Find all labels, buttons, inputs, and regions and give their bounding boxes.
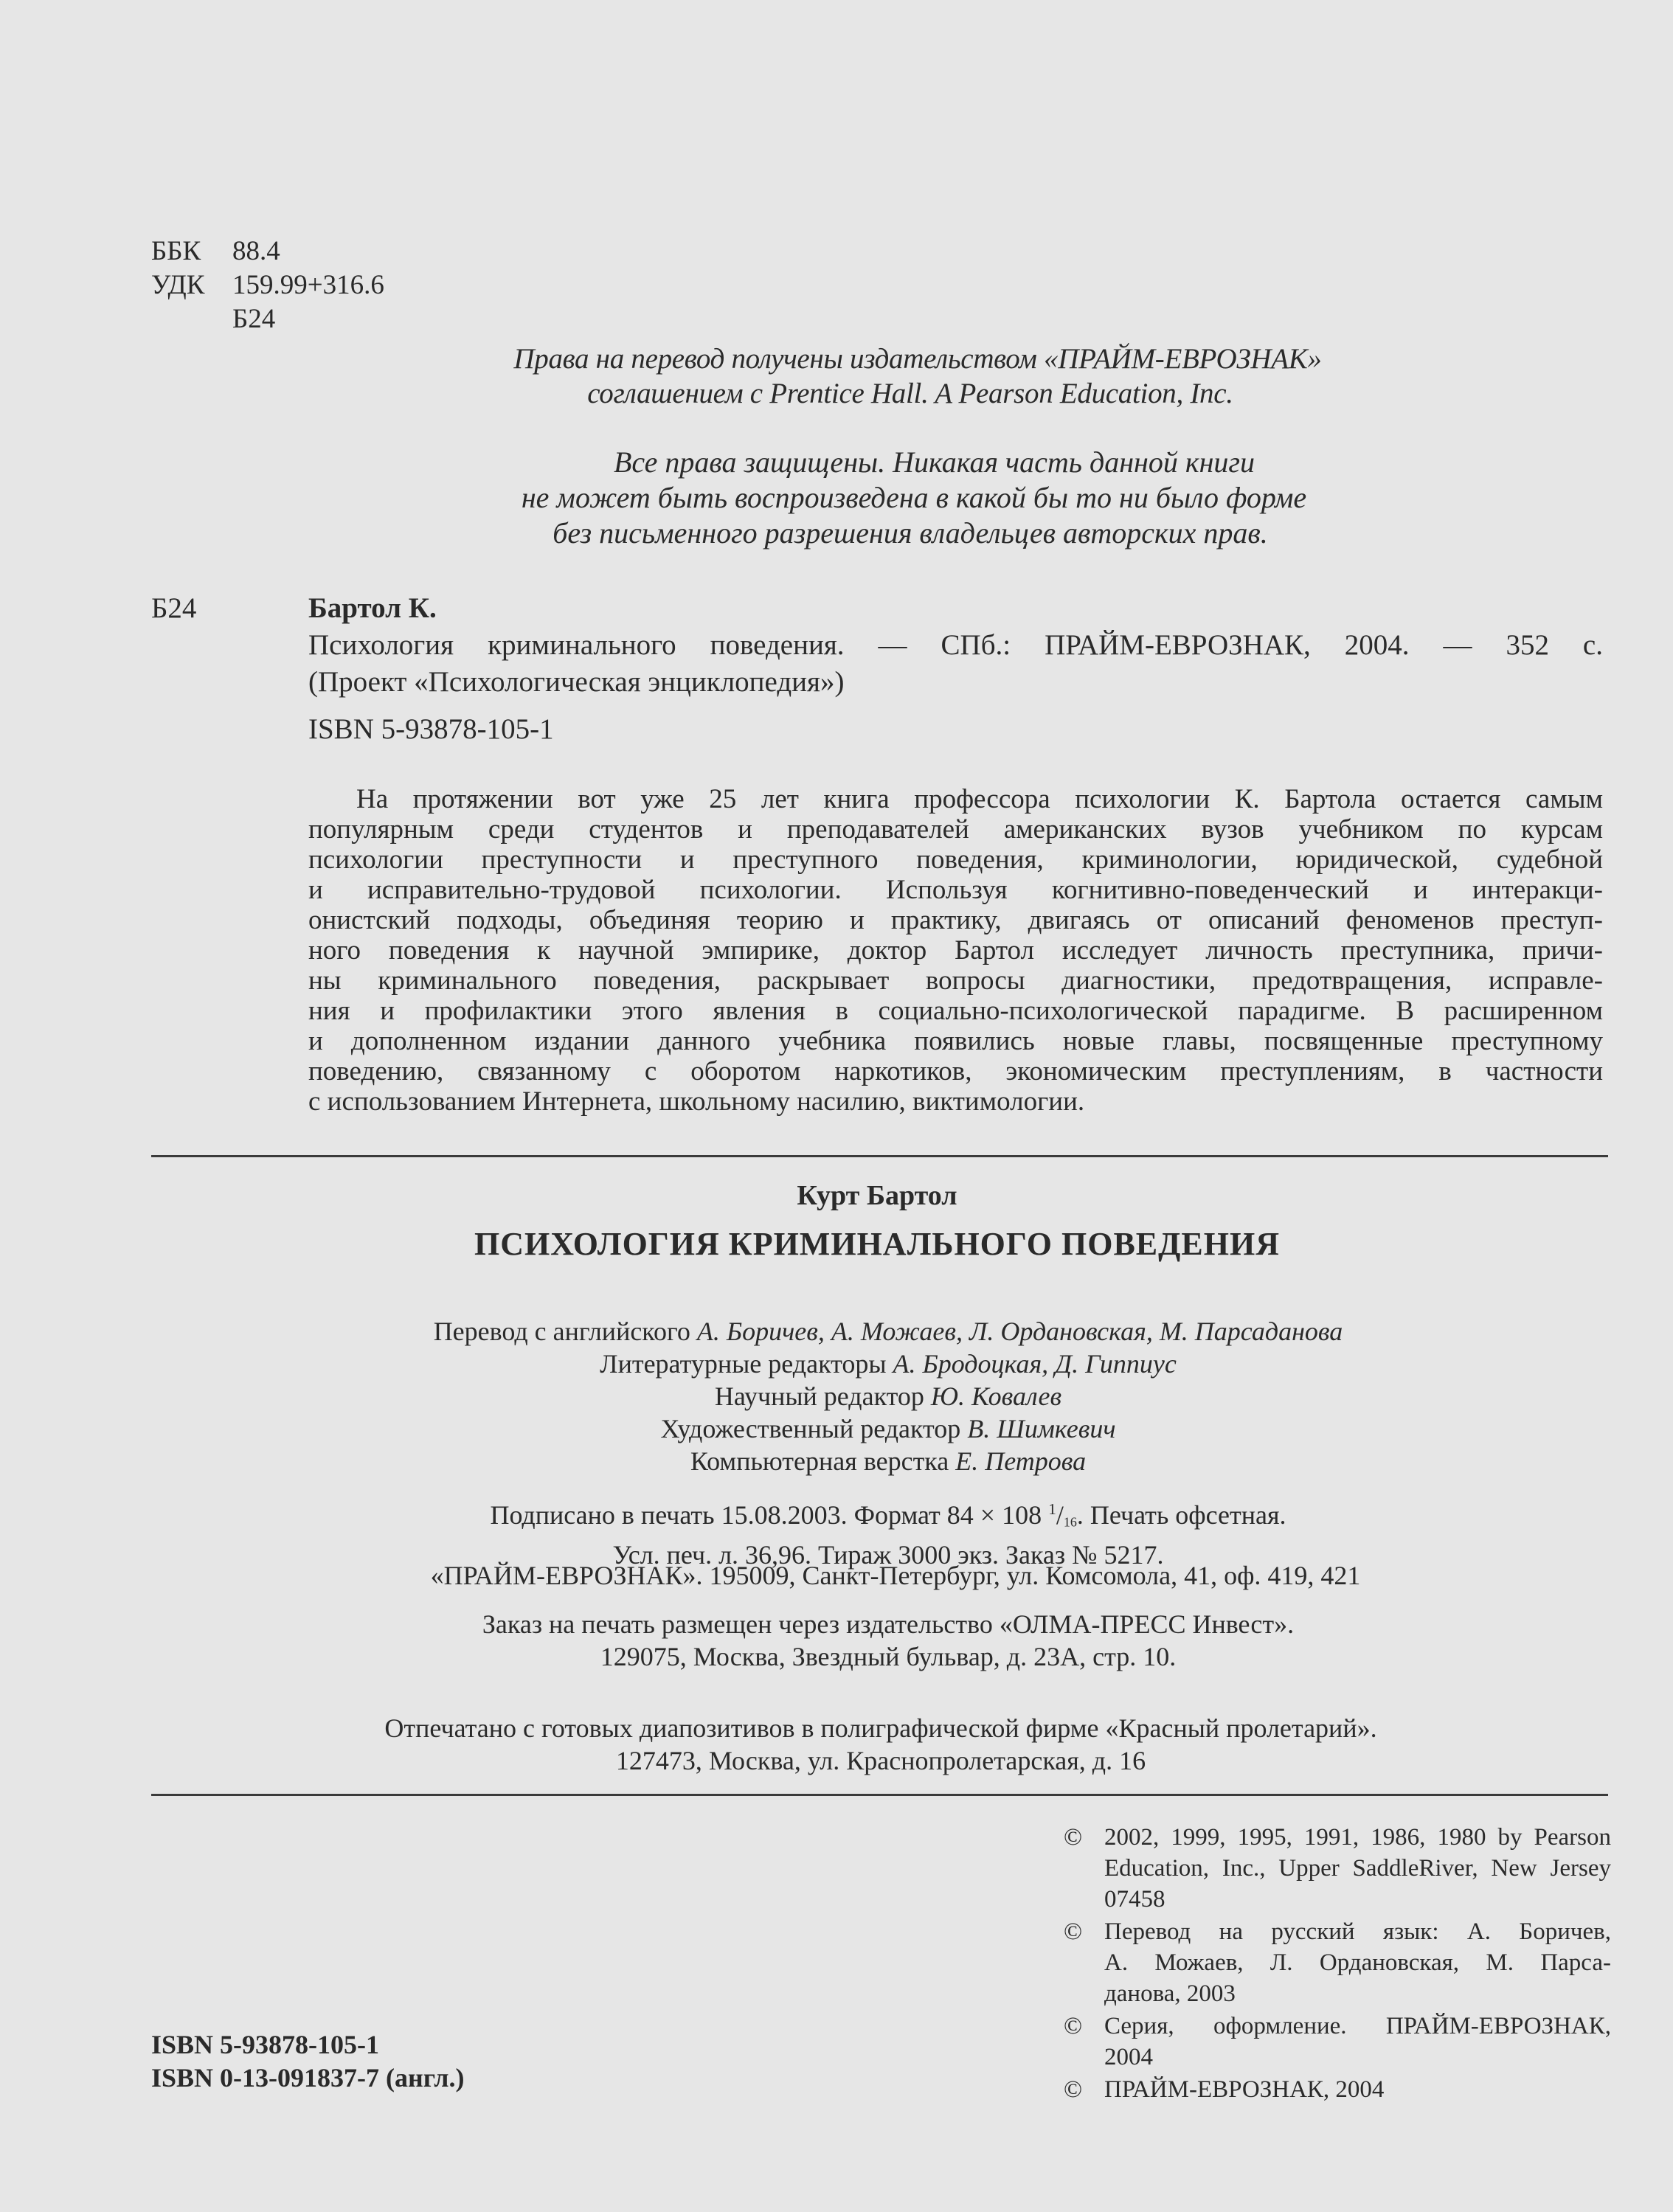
copyright-item: © ПРАЙМ-ЕВРОЗНАК, 2004 — [1064, 2074, 1611, 2105]
isbn-block — [151, 2028, 464, 2095]
abstract-line: ны криминального поведения, раскрывает вопросы диагностики, предотвращения, исправле- — [308, 965, 1603, 996]
all-rights-reserved — [0, 445, 1673, 551]
lit-editors: А. Бродоцкая, Д. Гиппиус — [893, 1349, 1177, 1379]
order-info — [0, 1608, 1673, 1673]
bibliographic-isbn: ISBN 5-93878-105-1 — [308, 713, 554, 745]
copyright-symbol: © — [1064, 2076, 1083, 2103]
bbk-value: 88.4 — [232, 236, 280, 266]
classification-block — [151, 235, 384, 336]
order-address: 129075, Москва, Звездный бульвар, д. 23А, стр. 10. — [600, 1642, 1177, 1671]
imprint-author: Курт Бартол — [797, 1180, 957, 1211]
udk-line — [151, 268, 384, 302]
art-editor-credit: Художественный редактор В. Шимкевич — [660, 1414, 1116, 1443]
copyright-notices — [1064, 1822, 1611, 2107]
layout-artist: Е. Петрова — [955, 1446, 1087, 1476]
publisher-line: «ПРАЙМ-ЕВРОЗНАК». 195009, Санкт-Петербург, ул. Комсомола, 41, оф. 419, 421 — [430, 1561, 1361, 1590]
art-editor: В. Шимкевич — [967, 1414, 1116, 1443]
print-run-line: Усл. печ. л. 36,96. Тираж 3000 экз. Заказ № 5217. — [612, 1539, 1164, 1570]
abstract-line: онистский подходы, объединяя теорию и практику, двигаясь от описаний феноменов преступ- — [308, 905, 1603, 935]
translators: А. Боричев, А. Можаев, Л. Ордановская, М. Парсаданова — [696, 1317, 1343, 1346]
bibliographic-record — [308, 590, 1603, 748]
rights-reserved-line: без письменного разрешения владельцев авторских прав. — [553, 516, 1268, 549]
printer-info — [0, 1712, 1673, 1777]
abstract-line: На протяжении вот уже 25 лет книга профессора психологии К. Бартола остается самым — [356, 784, 1603, 814]
abstract-line: поведению, связанному с оборотом наркотиков, экономическим преступлениям, в частности — [308, 1056, 1603, 1086]
bibliographic-mark: Б24 — [151, 592, 197, 624]
bibliographic-title: Психология криминального поведения. — СПб.: ПРАЙМ-ЕВРОЗНАК, 2004. — 352 с. — [308, 629, 1603, 661]
bbk-label: ББК — [151, 236, 201, 266]
copyright-symbol: © — [1064, 1824, 1083, 1851]
bibliographic-series: (Проект «Психологическая энциклопедия») — [308, 666, 845, 698]
sci-editor-credit: Научный редактор Ю. Ковалев — [714, 1381, 1062, 1411]
translation-rights — [0, 341, 1673, 411]
copyright-item: © Перевод на русский язык: А. Боричев, А. Можаев, Л. Ордановская, М. Парса- данова, 2003 — [1064, 1916, 1611, 2009]
rights-reserved-line: Все права защищены. Никакая часть данной книги — [613, 445, 1255, 479]
rights-reserved-line: не может быть воспроизведена в какой бы то ни было форме — [521, 481, 1307, 514]
copyright-symbol: © — [1064, 2013, 1083, 2039]
abstract-line: и дополненном издании данного учебника появились новые главы, посвященные преступному — [308, 1026, 1603, 1056]
layout-credit: Компьютерная верстка Е. Петрова — [690, 1446, 1087, 1476]
bibliographic-author: Бартол К. — [308, 592, 437, 624]
bottom-divider — [151, 1794, 1608, 1796]
copyright-item: © Серия, оформление. ПРАЙМ-ЕВРОЗНАК, 2004 — [1064, 2011, 1611, 2073]
translation-credit: Перевод с английского А. Боричев, А. Можаев, Л. Ордановская, М. Парсаданова — [433, 1317, 1343, 1346]
copyright-symbol: © — [1064, 1918, 1083, 1945]
abstract-line: ния и профилактики этого явления в социально-психологической парадигме. В расширенном — [308, 996, 1603, 1026]
order-line: Заказ на печать размещен через издательство «ОЛМА-ПРЕСС Инвест». — [482, 1609, 1295, 1639]
printer-line: Отпечатано с готовых диапозитивов в полиграфической фирме «Красный пролетарий». — [384, 1713, 1377, 1743]
bbk-line — [151, 235, 384, 268]
isbn-russian: ISBN 5-93878-105-1 — [151, 2030, 380, 2059]
translation-rights-line: соглашением с Prentice Hall. A Pearson Education, Inc. — [587, 378, 1233, 409]
imprint-title: ПСИХОЛОГИЯ КРИМИНАЛЬНОГО ПОВЕДЕНИЯ — [474, 1226, 1280, 1262]
abstract — [308, 784, 1603, 1117]
udk-label: УДК — [151, 270, 205, 300]
abstract-line: с использованием Интернета, школьному насилию, виктимологии. — [308, 1086, 1085, 1117]
copyright-item: © 2002, 1999, 1995, 1991, 1986, 1980 by Pearson Education, Inc., Upper SaddleRiver, New Jersey 07458 — [1064, 1822, 1611, 1915]
translation-rights-line: Права на перевод получены издательством «ПРАЙМ-ЕВРОЗНАК» — [513, 343, 1322, 375]
lit-editors-credit: Литературные редакторы А. Бродоцкая, Д. Гиппиус — [600, 1349, 1177, 1379]
abstract-line: популярным среди студентов и преподавателей американских вузов учебником по курсам — [308, 814, 1603, 845]
credits — [0, 1315, 1673, 1477]
author-mark: Б24 — [232, 304, 276, 334]
signed-line: Подписано в печать 15.08.2003. Формат 84 × 108 $^1/_{16}$. Печать офсетная. — [490, 1499, 1286, 1530]
udk-value: 159.99+316.6 — [232, 270, 384, 300]
sci-editor: Ю. Ковалев — [930, 1381, 1062, 1411]
abstract-line: ного поведения к научной эмпирике, доктор Бартол исследует личность преступника, причи- — [308, 935, 1603, 965]
top-divider — [151, 1155, 1608, 1157]
isbn-english: ISBN 0-13-091837-7 (англ.) — [151, 2063, 465, 2093]
abstract-line: психологии преступности и преступного поведения, криминологии, юридической, судебной — [308, 845, 1603, 875]
abstract-line: и исправительно-трудовой психологии. Используя когнитивно-поведенческий и интеракци- — [308, 875, 1603, 905]
printer-address: 127473, Москва, ул. Краснопролетарская, д. 16 — [615, 1746, 1146, 1775]
